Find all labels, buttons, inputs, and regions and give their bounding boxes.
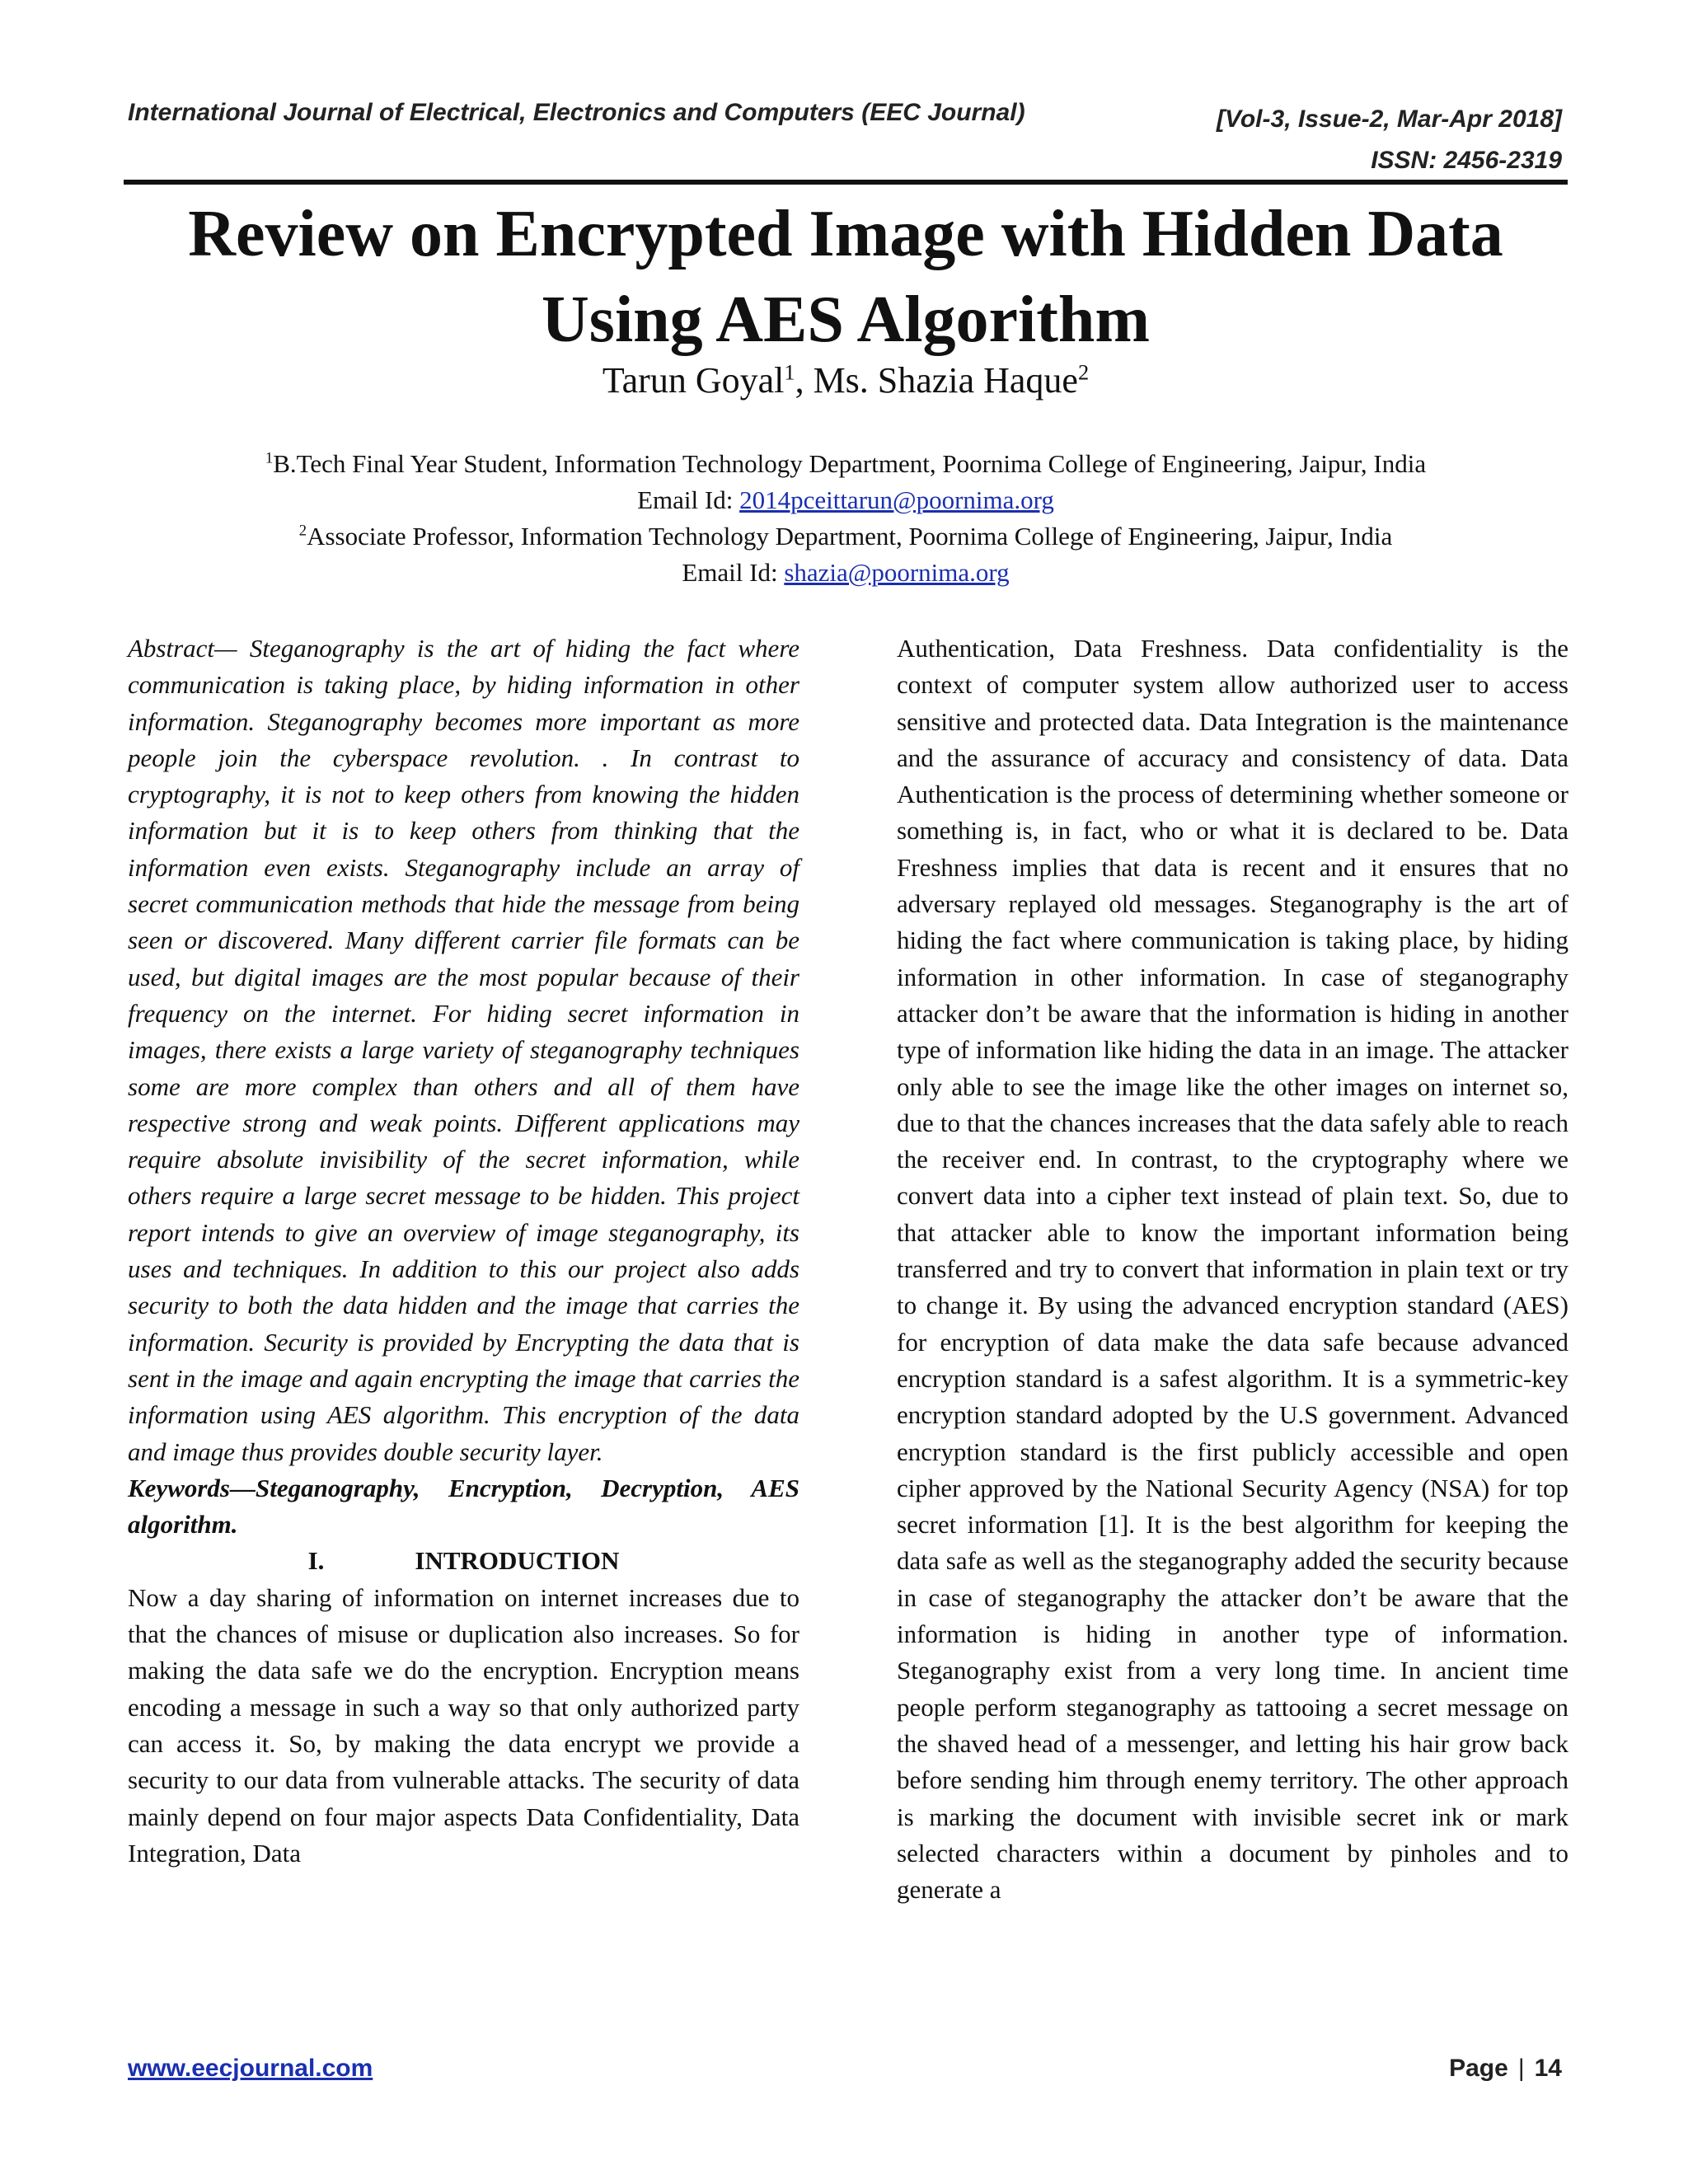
author-2-marker: 2 <box>1077 359 1090 385</box>
affiliation-1-marker: 1 <box>265 449 274 467</box>
left-column <box>128 630 799 1872</box>
email-label: Email Id: <box>637 485 740 514</box>
email-link-1[interactable]: 2014pceittarun@poornima.org <box>739 485 1054 514</box>
journal-website-link[interactable]: www.eecjournal.com <box>128 2055 373 2082</box>
affiliation-1 <box>124 446 1568 482</box>
affiliation-2-marker: 2 <box>298 522 307 540</box>
section-number: I. <box>307 1546 325 1576</box>
affiliations <box>124 446 1568 591</box>
email-label: Email Id: <box>682 558 785 587</box>
author-separator: , <box>795 360 814 401</box>
affiliation-2 <box>124 518 1568 555</box>
email-link-2[interactable]: shazia@poornima.org <box>784 558 1010 587</box>
section-title: INTRODUCTION <box>415 1546 620 1576</box>
author-1: Tarun Goyal <box>602 360 785 401</box>
paper-title <box>124 191 1568 363</box>
affiliation-2-text: Associate Professor, Information Technology Department, Poornima College of Engineering, Jaipur, India <box>307 522 1393 551</box>
volume-issue: [Vol-3, Issue-2, Mar-Apr 2018] <box>1216 105 1562 133</box>
header-divider <box>124 180 1568 185</box>
introduction-paragraph: Now a day sharing of information on internet increases due to that the chances of misuse or duplication also increases. So for making the data safe we do the encryption. Encryption means encoding a message in such a way so that only authorized party can access it. So, by making the data encrypt we provide a security to our data from vulnerable attacks. The security of data mainly depend on four major aspects Data Confidentiality, Data Integration, Data <box>128 1582 799 1868</box>
title-line-2: Using AES Algorithm <box>542 284 1150 356</box>
title-line-1: Review on Encrypted Image with Hidden Data <box>188 198 1503 270</box>
right-column <box>897 630 1568 1908</box>
affiliation-2-email-line <box>124 555 1568 591</box>
section-heading-introduction <box>128 1543 799 1579</box>
journal-name: International Journal of Electrical, Electronics and Computers (EEC Journal) <box>128 99 1025 126</box>
affiliation-1-email-line <box>124 482 1568 518</box>
author-2: Ms. Shazia Haque <box>813 360 1078 401</box>
page-separator: | <box>1517 2055 1525 2082</box>
keywords: Keywords—Steganography, Encryption, Decryption, AES algorithm. <box>128 1473 799 1540</box>
issue-info <box>1217 99 1562 181</box>
page-number: 14 <box>1534 2055 1562 2082</box>
issn: ISSN: 2456-2319 <box>1371 147 1562 174</box>
author-1-marker: 1 <box>784 359 795 385</box>
introduction-continued: Authentication, Data Freshness. Data confidentiality is the context of computer system allow authorized user to access sensitive and protected data. Data Integration is the maintenance and the assurance of accuracy and consistency of data. Data Authentication is the process of determining whether someone or something is, in fact, who or what it is declared to be. Data Freshness implies that data is recent and it ensures that no adversary replayed old messages. Steganography is the art of hiding the fact where communication is taking place, by hiding information in other information. In case of steganography attacker don’t be aware that the information is hiding in another type of information like hiding the data in an image. The attacker only able to see the image like the other images on internet so, due to that the chances increases that the data safely able to reach the receiver end. In contrast, to the cryptography where we convert data into a cipher text instead of plain text. So, due to that attacker able to know the important information being transferred and try to convert that information in plain text or try to change it. By using the advanced encryption standard (AES) for encryption of data make the data safe because advanced encryption standard is a safest algorithm. It is a symmetric-key encryption standard adopted by the U.S government. Advanced encryption standard is the first publicly accessible and open cipher approved by the National Security Agency (NSA) for top secret information [1]. It is the best algorithm for keeping the data safe as well as the steganography added the security because in case of steganography the attacker don’t be aware that the information is hiding in another type of information. Steganography exist from a very long time. In ancient time people perform steganography as tattooing a secret message on the shaved head of a messenger, and letting his hair grow back before sending him through enemy territory. The other approach is marking the document with invisible secret ink or mark selected characters within a document by pinholes and to generate a <box>897 634 1568 1905</box>
page-indicator <box>1449 2055 1562 2083</box>
author-list <box>124 356 1568 405</box>
affiliation-1-text: B.Tech Final Year Student, Information Technology Department, Poornima College of Engineering, Jaipur, India <box>273 449 1427 478</box>
abstract: Abstract— Steganography is the art of hiding the fact where communication is taking place, by hiding information in other information. Steganography becomes more important as more people join the cyberspace revolution. . In contrast to cryptography, it is not to keep others from knowing the hidden information but it is to keep others from thinking that the information even exists. Steganography include an array of secret communication methods that hide the message from being seen or discovered. Many different carrier file formats can be used, but digital images are the most popular because of their frequency on the internet. For hiding secret information in images, there exists a large variety of steganography techniques some are more complex than others and all of them have respective strong and weak points. Different applications may require absolute invisibility of the secret information, while others require a large secret message to be hidden. This project report intends to give an overview of image steganography, its uses and techniques. In addition to this our project also adds security to both the data hidden and the image that carries the information. Security is provided by Encrypting the data that is sent in the image and again encrypting the image that carries the information using AES algorithm. This encryption of the data and image thus provides double security layer. <box>128 634 799 1466</box>
page-label: Page <box>1449 2055 1508 2082</box>
